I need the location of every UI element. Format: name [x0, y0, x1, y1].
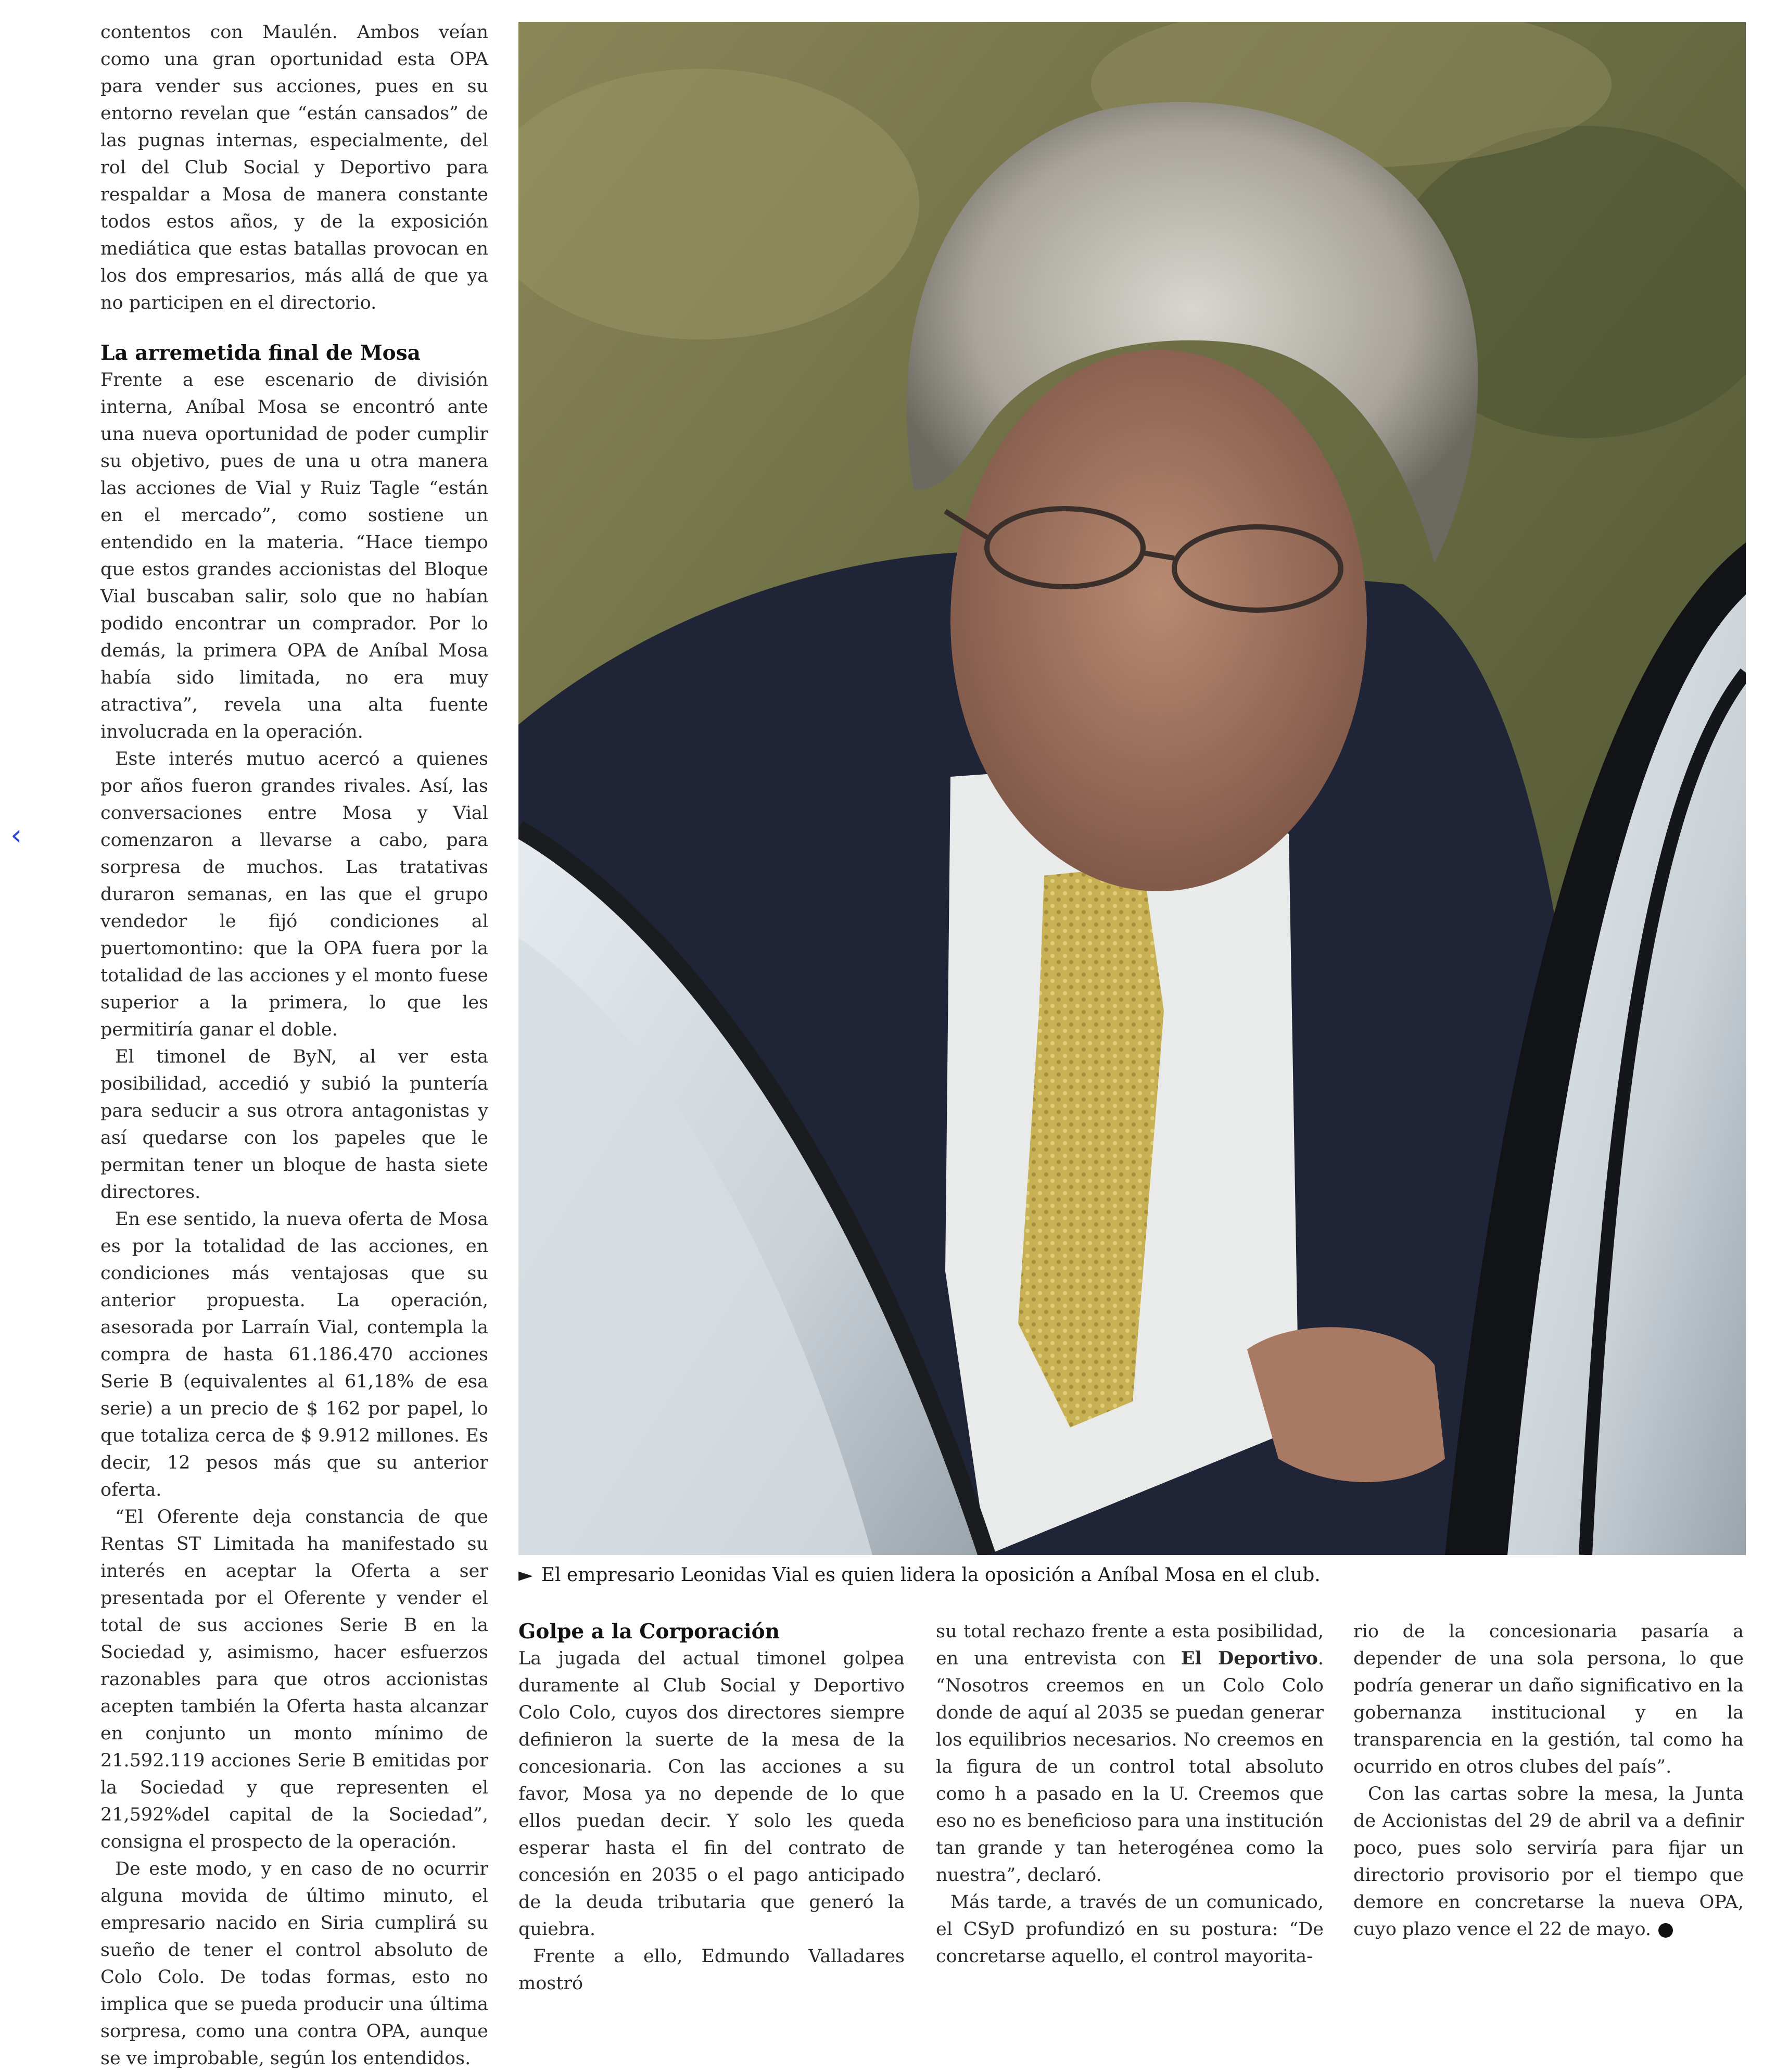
article-column-4 — [1353, 1618, 1744, 1943]
paragraph — [936, 1618, 1324, 1889]
article-column-1 — [100, 19, 488, 2072]
paragraph — [1353, 1780, 1744, 1943]
paragraph: “El Oferente deja constancia de que Rentas ST Limitada ha manifestado su interés en aceptar la Oferta a ser presentada por el Oferente y vender el total de sus acciones Serie B en la Sociedad y, asimismo, hacer esfuerzos razonables para que otros accionistas acepten también la Oferta hasta alcanzar en conjunto un monto mínimo de 21.592.119 acciones Serie B emitidas por la Sociedad y que representen el 21,592%del capital de la Sociedad”, consigna el prospecto de la operación. — [100, 1507, 488, 1852]
paragraph: Más tarde, a través de un comunicado, el CSyD profundizó en su postura: “De concretarse aquello, el control mayorita- — [936, 1892, 1324, 1967]
article-column-2 — [518, 1618, 905, 1997]
caption-text: El empresario Leonidas Vial es quien lidera la oposición a Aníbal Mosa en el club. — [541, 1564, 1321, 1586]
paragraph: contentos con Maulén. Ambos veían como una gran oportunidad esta OPA para vender sus acciones, pues en su entorno revelan que “están cansados” de las pugnas internas, especialmente, del rol del Club Social y Deportivo para respaldar a Mosa de manera constante todos estos años, y de la exposición mediática que estas batallas provocan en los dos empresarios, más allá de que ya no participen en el directorio. — [100, 22, 488, 313]
subheading-golpe: Golpe a la Corporación — [518, 1620, 780, 1644]
subheading-arremetida: La arremetida final de Mosa — [100, 341, 421, 365]
photo-illustration — [518, 22, 1746, 1555]
paragraph-text: . “Nosotros creemos en un Colo Colo donde de aquí al 2035 se puedan generar los equilibrios necesarios. No creemos en la figura de un control total absoluto como h a pasado en la U. Creemos que eso no es beneficioso para una institución tan grande y tan heterogénea como la nuestra”, declaró. — [936, 1648, 1324, 1886]
paragraph-text: Con las cartas sobre la mesa, la Junta de Accionistas del 29 de abril va a definir poco, pues solo serviría para fijar un directorio provisorio por el tiempo que demore en concretarse la nueva OPA, cuyo plazo vence el 22 de mayo. — [1353, 1784, 1744, 1940]
paragraph: La jugada del actual timonel golpea duramente al Club Social y Deportivo Colo Colo, cuyos dos directores siempre definieron la suerte de la mesa de la concesionaria. Con las acciones a su favor, Mosa ya no depende de lo que ellos puedan decir. Y solo les queda esperar hasta el fin del contrato de concesión en 2035 o el pago anticipado de la deuda tributaria que generó la quiebra. — [518, 1648, 905, 1940]
paragraph-text: su total rechazo frente a esta posibilidad, en una entrevista con — [936, 1621, 1324, 1669]
end-of-article-dot-icon — [1658, 1923, 1673, 1938]
paragraph: De este modo, y en caso de no ocurrir alguna movida de último minuto, el empresario nacido en Siria cumplirá su sueño de tener el control absoluto de Colo Colo. De todas formas, esto no implica que se pueda producir una última sorpresa, como una contra OPA, aunque se ve improbable, según los entendidos. — [100, 1859, 488, 2069]
publication-name: El Deportivo — [1181, 1648, 1318, 1669]
paragraph: Frente a ello, Edmundo Valladares mostró — [518, 1946, 905, 1994]
paragraph: En ese sentido, la nueva oferta de Mosa es por la totalidad de las acciones, en condiciones más ventajosas que su anterior propuesta. La operación, asesorada por Larraín Vial, contempla la compra de hasta 61.186.470 acciones Serie B (equivalentes al 61,18% de esa serie) a un precio de $ 162 por papel, lo que totaliza cerca de $ 9.912 millones. Es decir, 12 pesos más que su anterior oferta. — [100, 1209, 488, 1500]
article-column-3 — [936, 1618, 1324, 1970]
previous-page-chevron-icon[interactable]: ‹ — [10, 818, 22, 852]
paragraph: rio de la concesionaria pasaría a depender de una sola persona, lo que podría generar un daño significativo en la gobernanza institucional y en la transparencia en la gestión, tal como ha ocurrido en otros clubes del país”. — [1353, 1621, 1744, 1777]
paragraph: Este interés mutuo acercó a quienes por años fueron grandes rivales. Así, las conversaciones entre Mosa y Vial comenzaron a llevarse a cabo, para sorpresa de muchos. Las tratativas duraron semanas, en las que el grupo vendedor le fijó condiciones al puertomontino: que la OPA fuera por la totalidad de las acciones y el monto fuese superior a la primera, lo que les permitiría ganar el doble. — [100, 749, 488, 1040]
photo-caption — [518, 1562, 1746, 1589]
caption-marker-icon: ► — [518, 1564, 533, 1586]
paragraph: Frente a ese escenario de división interna, Aníbal Mosa se encontró ante una nueva oportunidad de poder cumplir su objetivo, pues de una u otra manera las acciones de Vial y Ruiz Tagle “están en el mercado”, como sostiene un entendido en la materia. “Hace tiempo que estos grandes accionistas del Bloque Vial buscaban salir, solo que no habían podido encontrar un comprador. Por lo demás, la primera OPA de Aníbal Mosa había sido limitada, no era muy atractiva”, revela una alta fuente involucrada en la operación. — [100, 370, 488, 742]
photo-leonidas-vial — [518, 22, 1746, 1555]
paragraph: El timonel de ByN, al ver esta posibilidad, accedió y subió la puntería para seducir a sus otrora antagonistas y así quedarse con los papeles que le permitan tener un bloque de hasta siete directores. — [100, 1046, 488, 1203]
